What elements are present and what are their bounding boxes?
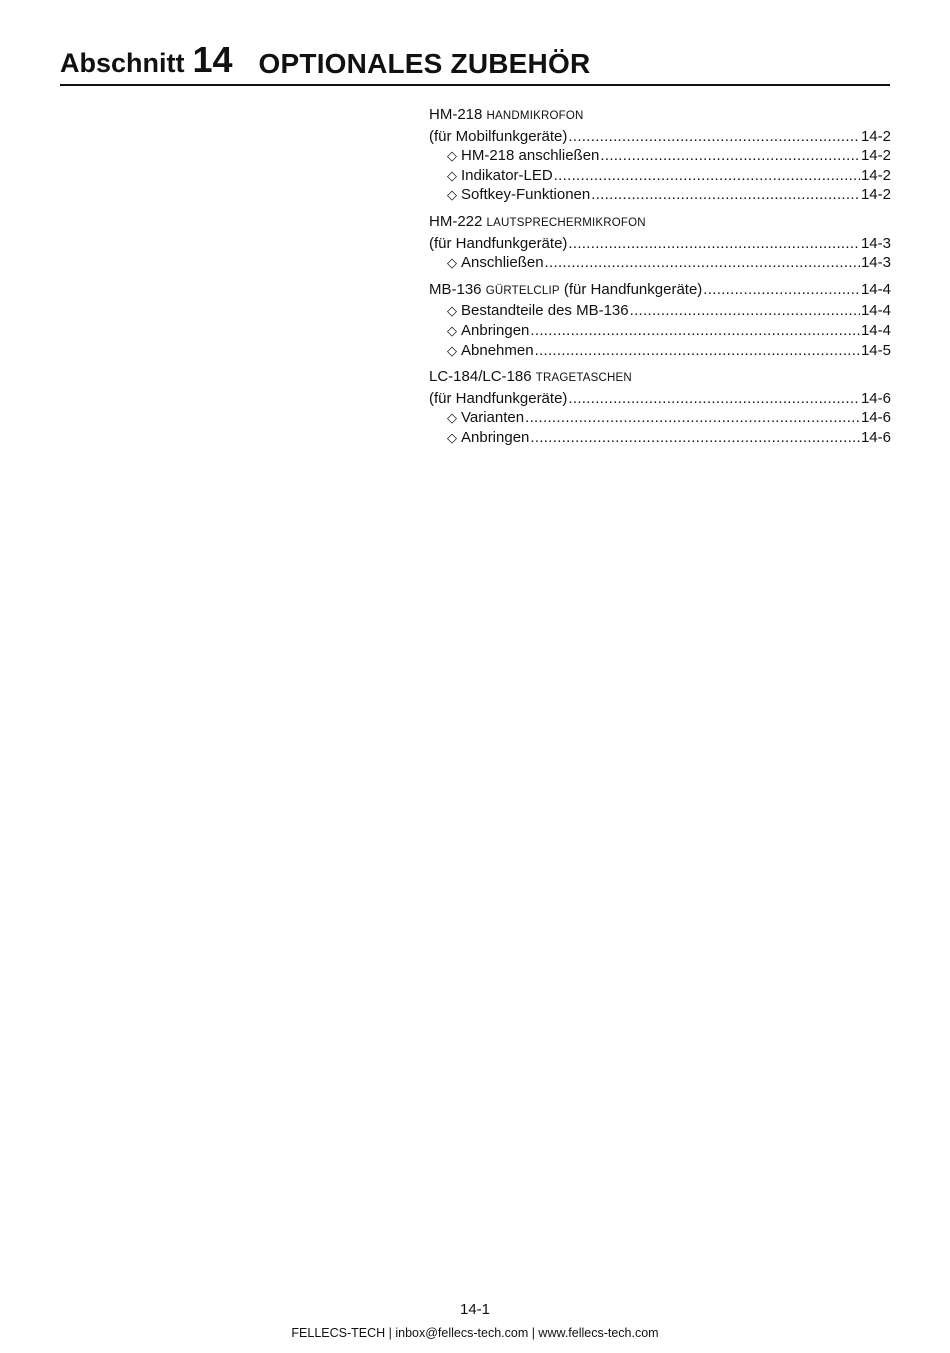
- dot-leader: [554, 166, 860, 186]
- toc-subentry[interactable]: [429, 166, 891, 186]
- toc-entry[interactable]: [429, 234, 891, 254]
- dot-leader: [525, 408, 860, 428]
- toc-entry-label: (für Handfunkgeräte): [429, 389, 568, 407]
- toc-subentry-label: HM-218 anschließen: [461, 147, 600, 165]
- toc-group-hm-222: [429, 212, 891, 273]
- diamond-icon: ◇: [447, 255, 457, 271]
- toc-group-title: HM-218: [429, 106, 483, 123]
- toc-entry-label: (für Handfunkgeräte): [429, 234, 568, 252]
- dot-leader: [545, 253, 860, 273]
- toc-subentry-page: 14-2: [860, 166, 891, 184]
- toc-group-heading: [429, 367, 891, 389]
- dot-leader: [530, 428, 860, 448]
- toc-entry[interactable]: [429, 389, 891, 409]
- toc-entry[interactable]: [429, 280, 891, 302]
- toc-subentry-page: 14-6: [860, 428, 891, 446]
- section-header: [60, 36, 890, 86]
- toc-subentry-page: 14-6: [860, 409, 891, 427]
- dot-leader: [568, 234, 860, 254]
- toc-group-heading: [429, 105, 891, 127]
- dot-leader: [535, 341, 860, 361]
- page-number-text: 14-1: [459, 1301, 491, 1318]
- toc-group-title-smallcaps: GÜRTELCLIP: [485, 284, 560, 297]
- table-of-contents: [429, 105, 891, 455]
- toc-group-heading: [429, 212, 891, 234]
- toc-entry-page: 14-2: [860, 127, 891, 145]
- toc-entry-page: 14-3: [860, 234, 891, 252]
- toc-subentry-label: Softkey-Funktionen: [461, 186, 591, 204]
- toc-group-title: HM-222: [429, 212, 483, 230]
- toc-group-hm-218: [429, 105, 891, 205]
- toc-subentry-page: 14-5: [860, 341, 891, 359]
- dot-leader: [591, 185, 860, 205]
- toc-subentry[interactable]: [429, 428, 891, 448]
- diamond-icon: ◇: [447, 410, 457, 426]
- toc-subentry[interactable]: [429, 321, 891, 341]
- toc-subentry-label: Anbringen: [461, 428, 530, 446]
- toc-entry-label: (für Mobilfunkgeräte): [429, 127, 568, 145]
- toc-entry-label: [429, 280, 702, 302]
- toc-subentry[interactable]: [429, 301, 891, 321]
- diamond-icon: ◇: [447, 322, 457, 338]
- toc-entry-page: 14-4: [860, 280, 891, 298]
- toc-subentry-label: Bestandteile des MB-136: [461, 302, 629, 320]
- toc-subentry-page: 14-2: [860, 186, 891, 204]
- diamond-icon: ◇: [447, 342, 457, 358]
- dot-leader: [600, 146, 860, 166]
- diamond-icon: ◇: [447, 148, 457, 164]
- diamond-icon: ◇: [447, 167, 457, 183]
- toc-group-mb-136: [429, 280, 891, 360]
- section-number: 14: [192, 39, 233, 80]
- section-word: Abschnitt: [60, 48, 185, 78]
- toc-subentry[interactable]: [429, 185, 891, 205]
- dot-leader: [703, 280, 860, 300]
- toc-subentry-page: 14-4: [860, 302, 891, 320]
- footer-contact: FELLECS-TECH | inbox@fellecs-tech.com | www.fellecs-tech.com: [291, 1326, 659, 1340]
- toc-subentry[interactable]: [429, 253, 891, 273]
- toc-group-title: MB-136: [429, 280, 482, 298]
- toc-group-title: LC-184/LC-186: [429, 368, 532, 386]
- toc-subentry[interactable]: [429, 146, 891, 166]
- toc-subentry-label: Anbringen: [461, 321, 530, 339]
- dot-leader: [568, 389, 860, 409]
- toc-group-title-smallcaps: TRAGETASCHEN: [535, 372, 632, 385]
- toc-subentry[interactable]: [429, 341, 891, 361]
- section-title: OPTIONALES ZUBEHÖR: [258, 48, 591, 79]
- diamond-icon: ◇: [447, 187, 457, 203]
- diamond-icon: ◇: [447, 303, 457, 319]
- toc-group-title-rest: (für Handfunkgeräte): [563, 280, 703, 298]
- toc-group-lc-184-lc-186: [429, 367, 891, 447]
- toc-subentry-page: 14-4: [860, 321, 891, 339]
- dot-leader: [568, 127, 860, 147]
- diamond-icon: ◇: [447, 429, 457, 445]
- dot-leader: [530, 321, 860, 341]
- toc-subentry-page: 14-2: [860, 147, 891, 165]
- page-number: [0, 1301, 950, 1318]
- toc-subentry-page: 14-3: [860, 254, 891, 272]
- toc-subentry-label: Varianten: [461, 409, 525, 427]
- toc-entry[interactable]: [429, 127, 891, 147]
- toc-group-title-smallcaps: HANDMIKROFON: [486, 110, 584, 122]
- toc-entry-page: 14-6: [860, 389, 891, 407]
- toc-subentry-label: Indikator-LED: [461, 166, 553, 184]
- toc-group-title-smallcaps: LAUTSPRECHERMIKROFON: [486, 216, 646, 229]
- toc-subentry[interactable]: [429, 408, 891, 428]
- toc-subentry-label: Anschließen: [461, 254, 544, 272]
- dot-leader: [630, 301, 860, 321]
- toc-subentry-label: Abnehmen: [461, 341, 534, 359]
